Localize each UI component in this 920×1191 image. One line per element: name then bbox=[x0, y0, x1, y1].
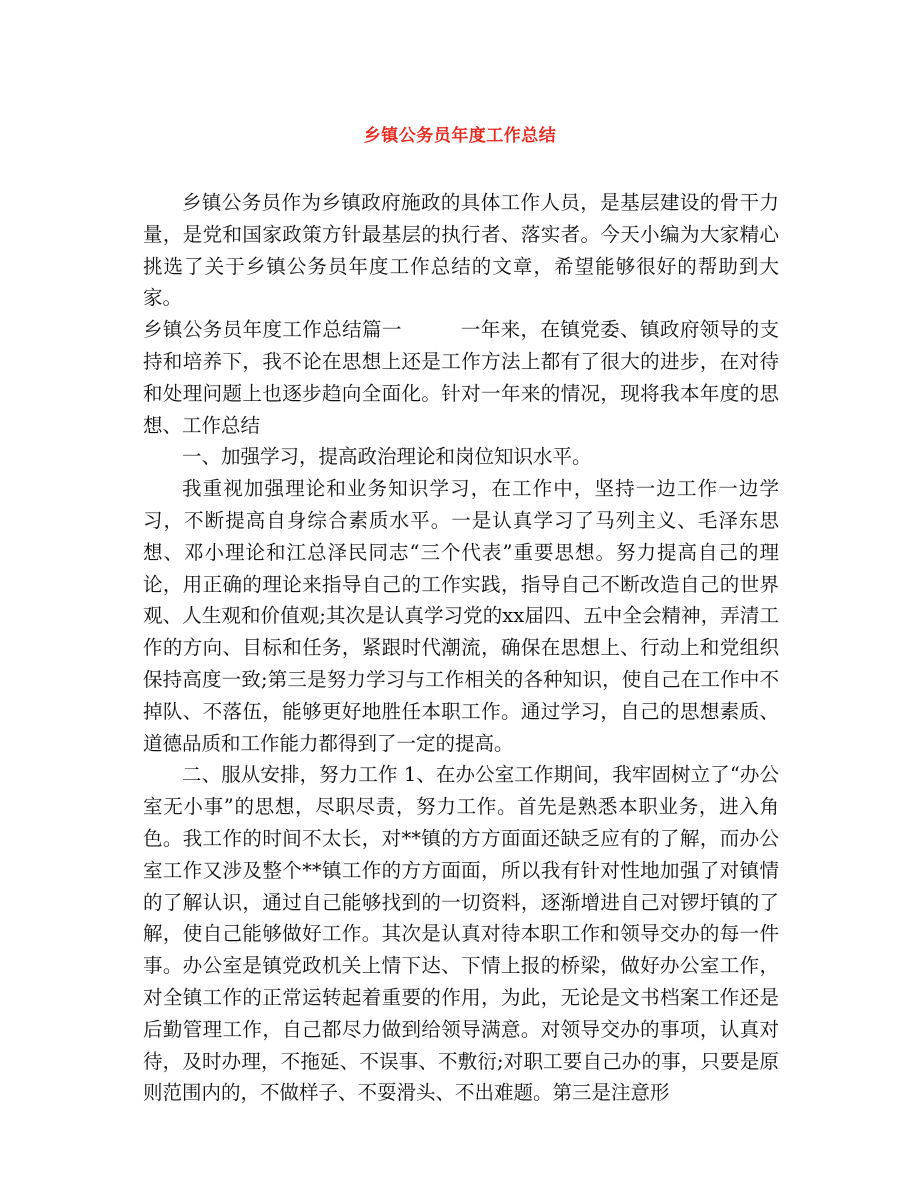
section-two-paragraph: 二、服从安排，努力工作 1、在办公室工作期间，我牢固树立了“办公室无小事”的思想，尽职尽责，努力工作。首先是熟悉本职业务，进入角色。我工作的时间不太长，对**镇的方方面面还缺乏应有的了解，而办公室工作又涉及整个**镇工作的方方面面，所以我有针对性地加强了对镇情的了解认识，通过自己能够找到的一切资料，逐渐增进自己对锣圩镇的了解，使自己能够做好工作。其次是认真对待本职工作和领导交办的每一件事。办公室是镇党政机关上情下达、下情上报的桥梁，做好办公室工作，对全镇工作的正常运转起着重要的作用，为此，无论是文书档案工作还是后勤管理工作，自己都尽力做到给领导满意。对领导交办的事项，认真对待，及时办理，不拖延、不误事、不敷衍;对职工要自己办的事，只要是原则范围内的，不做样子、不耍滑头、不出难题。第三是注意形 bbox=[143, 763, 779, 1105]
section-one-heading: 一、加强学习，提高政治理论和岗位知识水平。 bbox=[182, 445, 592, 469]
article-lead-paragraph bbox=[143, 314, 779, 441]
article-heading: 乡镇公务员年度工作总结篇一 bbox=[143, 318, 402, 342]
document-title: 乡镇公务员年度工作总结 bbox=[363, 126, 557, 146]
article-lead-text: 一年来，在镇党委、镇政府领导的支持和培养下，我不论在思想上还是工作方法上都有了很大的进步，在对待和处理问题上也逐步趋向全面化。针对一年来的情况，现将我本年度的思想、工作总结 bbox=[143, 318, 779, 437]
intro-paragraph: 乡镇公务员作为乡镇政府施政的具体工作人员，是基层建设的骨干力量，是党和国家政策方针最基层的执行者、落实者。今天小编为大家精心挑选了关于乡镇公务员年度工作总结的文章，希望能够很好的帮助到大家。 bbox=[143, 191, 779, 310]
document-body bbox=[143, 187, 779, 1109]
section-one-paragraph: 我重视加强理论和业务知识学习，在工作中，坚持一边工作一边学习，不断提高自身综合素质水平。一是认真学习了马列主义、毛泽东思想、邓小理论和江总泽民同志“三个代表”重要思想。努力提高自己的理论，用正确的理论来指导自己的工作实践，指导自己不断改造自己的世界观、人生观和价值观;其次是认真学习党的xx届四、五中全会精神，弄清工作的方向、目标和任务，紧跟时代潮流，确保在思想上、行动上和党组织保持高度一致;第三是努力学习与工作相关的各种知识，使自己在工作中不掉队、不落伍，能够更好地胜任本职工作。通过学习，自己的思想素质、道德品质和工作能力都得到了一定的提高。 bbox=[143, 477, 779, 755]
